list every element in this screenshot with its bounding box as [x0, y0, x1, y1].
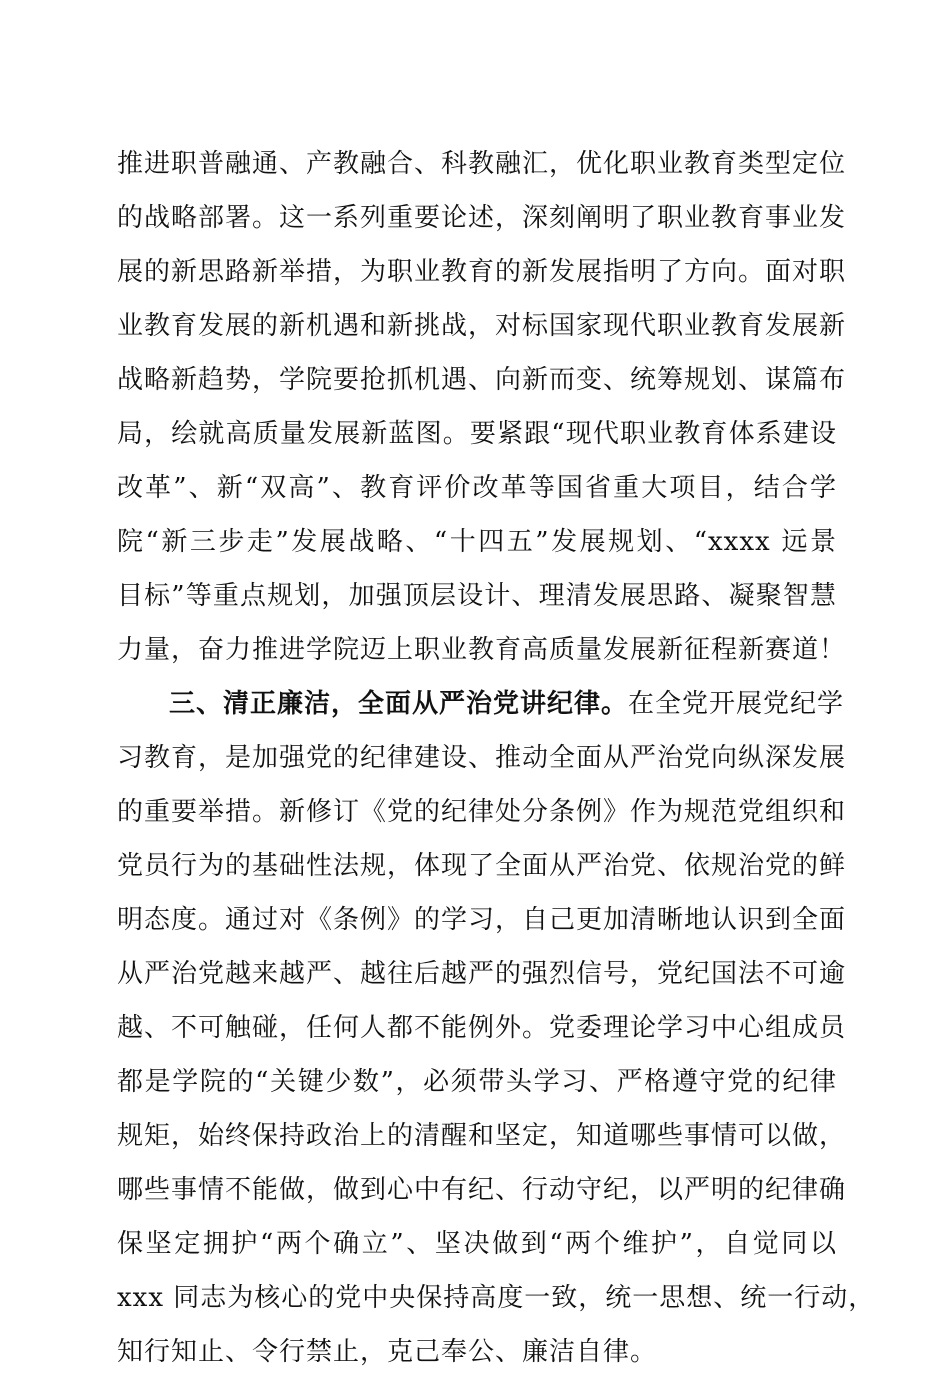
- text-line: 展的新思路新举措，为职业教育的新发展指明了方向。面对职: [117, 257, 847, 287]
- text-line: 的战略部署。这一系列重要论述，深刻阐明了职业教育事业发: [117, 203, 847, 233]
- text-line: 哪些事情不能做，做到心中有纪、行动守纪，以严明的纪律确: [117, 1175, 847, 1205]
- text-line: 从严治党越来越严、越往后越严的强烈信号，党纪国法不可逾: [117, 959, 847, 989]
- text-line: 明态度。通过对《条例》的学习，自己更加清晰地认识到全面: [117, 905, 847, 935]
- text-line: 的重要举措。新修订《党的纪律处分条例》作为规范党组织和: [117, 797, 847, 827]
- text-line: 院“新三步走”发展战略、“十四五”发展规划、“xxxx 远景: [117, 527, 837, 557]
- text-line: 越、不可触碰，任何人都不能例外。党委理论学习中心组成员: [117, 1013, 847, 1043]
- paragraph-2: [117, 677, 876, 1379]
- text-line: 都是学院的“关键少数”，必须带头学习、严格遵守党的纪律: [117, 1067, 837, 1097]
- text-line: xxx 同志为核心的党中央保持高度一致，统一思想、统一行动，: [117, 1283, 876, 1313]
- text-line: 战略新趋势，学院要抢抓机遇、向新而变、统筹规划、谋篇布: [117, 365, 847, 395]
- heading-line-rest: 在全党开展党纪学: [628, 689, 845, 719]
- text-line: 局，绘就高质量发展新蓝图。要紧跟“现代职业教育体系建设: [117, 419, 837, 449]
- text-line: 规矩，始终保持政治上的清醒和坚定，知道哪些事情可以做，: [117, 1121, 847, 1151]
- section-heading-line: [117, 677, 845, 731]
- section-heading: 三、清正廉洁，全面从严治党讲纪律。: [169, 689, 629, 719]
- paragraph-1: [117, 137, 847, 677]
- text-line: 推进职普融通、产教融合、科教融汇，优化职业教育类型定位: [117, 149, 847, 179]
- text-line: 力量，奋力推进学院迈上职业教育高质量发展新征程新赛道！: [117, 635, 847, 665]
- text-line: 改革”、新“双高”、教育评价改革等国省重大项目，结合学: [117, 473, 837, 503]
- text-line: 保坚定拥护“两个确立”、坚决做到“两个维护”，自觉同以: [117, 1229, 837, 1259]
- text-line: 知行知止、令行禁止，克己奉公、廉洁自律。: [117, 1337, 658, 1367]
- text-line: 习教育，是加强党的纪律建设、推动全面从严治党向纵深发展: [117, 743, 847, 773]
- text-line: 目标”等重点规划，加强顶层设计、理清发展思路、凝聚智慧: [117, 581, 837, 611]
- text-line: 党员行为的基础性法规，体现了全面从严治党、依规治党的鲜: [117, 851, 847, 881]
- text-line: 业教育发展的新机遇和新挑战，对标国家现代职业教育发展新: [117, 311, 847, 341]
- document-body: [117, 137, 876, 1379]
